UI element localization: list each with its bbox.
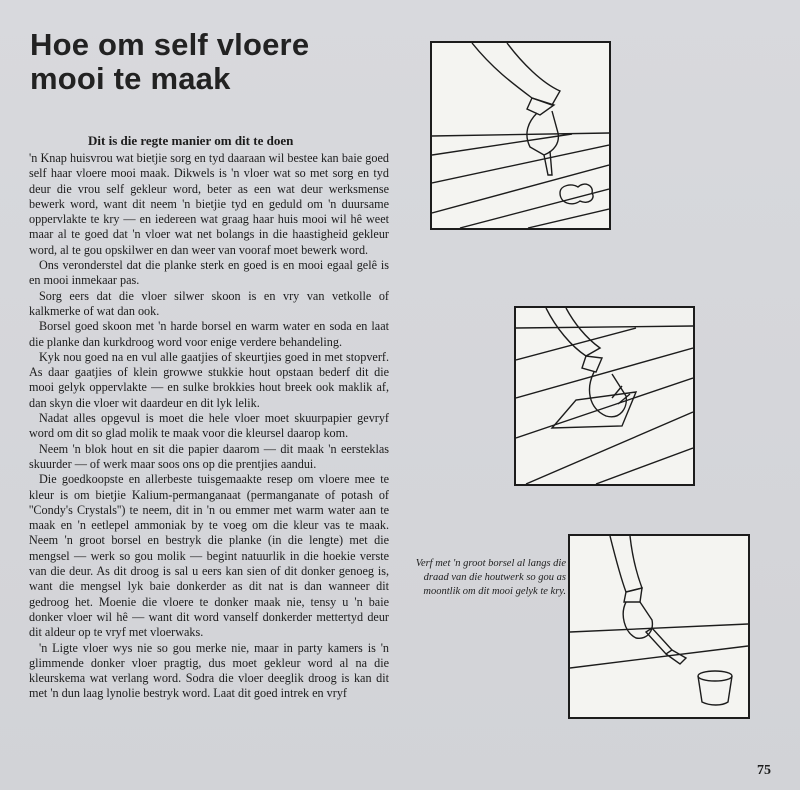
page-title bbox=[30, 28, 390, 96]
paragraph: Borsel goed skoon met 'n harde borsel en warm water en soda en laat die planke dan kurkdroog word voor enige verdere behandeling. bbox=[29, 319, 389, 349]
painting-drawing bbox=[570, 536, 748, 717]
paragraph: Neem 'n blok hout en sit die papier daarom — dit maak 'n eersteklas skuurder — of werk maar soos ons op die prentjies aandui. bbox=[29, 441, 389, 471]
illustration-painting bbox=[568, 534, 750, 719]
title-line-2: mooi te maak bbox=[30, 61, 231, 96]
title-line-1: Hoe om self vloere bbox=[30, 27, 310, 62]
paragraph: Ons veronderstel dat die planke sterk en goed is en mooi egaal gelê is en mooi inmekaar pas. bbox=[29, 258, 389, 288]
illustration-sanding bbox=[514, 306, 695, 486]
paragraph: Die goedkoopste en allerbeste tuisgemaakte resep om vloere mee te kleur is om bietjie Kalium-permanganaat (permanganate of potash of ''Condy's Crystals'') te neem, dit in 'n ou emmer met warm water aan te maak en 'n eetlepel ammoniak by te voeg om die kleur vas te maak. Neem 'n groot borsel en bestryk die planke (in die lengte) met die mengsel — werk so gou molik — begint natuurlik in die hoekie verste van die deur. As dit droog is sal u eers kan sien of dit donker genoeg is, want die mengsel lyk baie donkerder as dit nat is dan wanneer dit gedroog het. Moenie die vloere te donker maak nie, tensy u 'n baie donker vloer wil hê — want dit word vanself donkerder mettertyd deur dit aldeur op te vryf met vloerwaks. bbox=[29, 472, 389, 640]
sanding-drawing bbox=[516, 308, 693, 484]
illustration-caption: Verf met 'n groot borsel al langs die draad van die houtwerk so gou as moontlik om dit mooi gelyk te kry. bbox=[415, 558, 566, 597]
page-number: 75 bbox=[757, 763, 771, 778]
paragraph: Kyk nou goed na en vul alle gaatjies of skeurtjies goed in met stopverf. As daar gaatjies of klein growwe stukkie hout opstaan bederf dit die mooi gelyk oppervlakte — en sulke brokkies hout breek ook maklik af, dan skyn die vloer wit daardeur en dit lyk lelik. bbox=[29, 349, 389, 410]
subheading: Dit is die regte manier om dit te doen bbox=[88, 133, 294, 148]
paragraph: Sorg eers dat die vloer silwer skoon is en vry van vetkolle of kalkmerke of wat dan ook. bbox=[29, 288, 389, 318]
illustration-filling-holes bbox=[430, 41, 611, 230]
article-body bbox=[29, 151, 389, 702]
paragraph: 'n Knap huisvrou wat bietjie sorg en tyd daaraan wil bestee kan baie goed self haar vloere mooi maak. Dikwels is 'n vloer wat so met sorg en tyd deur die vrou self gekleur word, beter as een wat deur werksmense bewerk word, want dit neem 'n bietjie tyd en geduld om 'n duursame oppervlakte te kry — en iedereen wat graag haar huis mooi wil hê weet maar al te goed dat 'n vloer wat net bolangs in die haastigheid gekleur word, al te gou opskilwer en dan weer van vooraf moet bewerk word. bbox=[29, 151, 389, 257]
filling-holes-drawing bbox=[432, 43, 609, 228]
paragraph: Nadat alles opgevul is moet die hele vloer moet skuurpapier gevryf word om dit so glad molik te maak voor die kleursel daarop kom. bbox=[29, 411, 389, 441]
paragraph: 'n Ligte vloer wys nie so gou merke nie, maar in party kamers is 'n glimmende donker vloer pragtig, dus moet gekleur word al na die kleurskema wat verlang word. Sodra die vloer deeglik droog is kan dit met 'n dun laag lynolie bestryk word. Laat dit goed intrek en vryf bbox=[29, 640, 389, 701]
